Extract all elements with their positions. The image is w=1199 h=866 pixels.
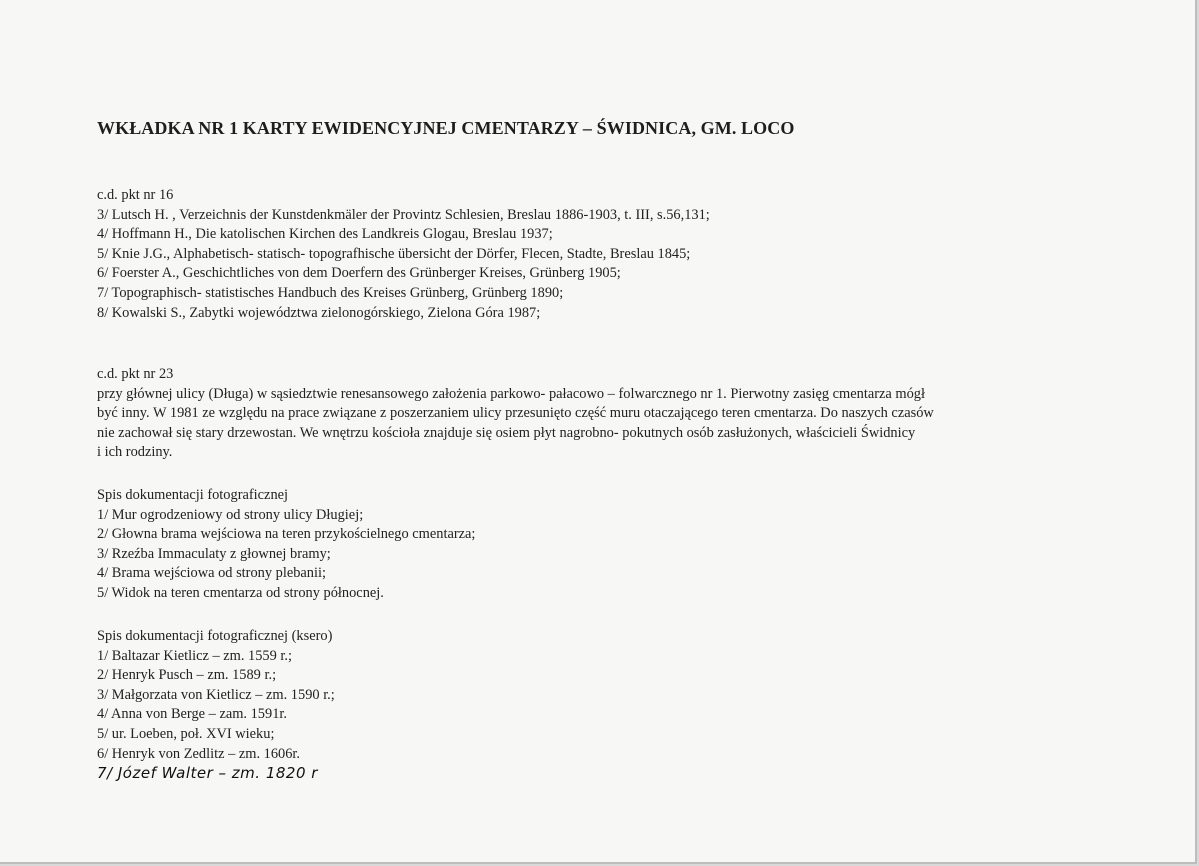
photocopy-list-section: [97, 627, 335, 784]
section-heading: c.d. pkt nr 16: [97, 187, 174, 203]
photocopy-item: 2/ Henryk Pusch – zm. 1589 r.;: [97, 667, 277, 684]
photo-item: 5/ Widok na teren cmentarza od strony północnej.: [97, 584, 384, 601]
description-section: [97, 365, 934, 463]
photocopy-item: 1/ Baltazar Kietlicz – zm. 1559 r.;: [97, 647, 293, 664]
section-heading: c.d. pkt nr 23: [97, 366, 174, 382]
bibliography-section: [97, 186, 710, 323]
bibliography-item: 8/ Kowalski S., Zabytki województwa zielonogórskiego, Zielona Góra 1987;: [97, 304, 541, 321]
photo-item: 4/ Brama wejściowa od strony plebanii;: [97, 565, 326, 582]
photocopy-item: 6/ Henryk von Zedlitz – zm. 1606r.: [97, 745, 301, 762]
photo-item: 1/ Mur ogrodzeniowy od strony ulicy Długiej;: [97, 506, 364, 523]
photo-list-section: [97, 486, 475, 604]
photocopy-item: 4/ Anna von Berge – zam. 1591r.: [97, 706, 287, 723]
bibliography-item: 3/ Lutsch H. , Verzeichnis der Kunstdenkmäler der Provintz Schlesien, Breslau 1886-1903, t. III, s.56,131;: [97, 206, 710, 223]
description-line: być inny. W 1981 ze względu na prace związane z poszerzaniem ulicy przesunięto część muru otaczającego teren cmentarza. Do naszych czasów: [97, 405, 934, 422]
description-line: przy głównej ulicy (Długa) w sąsiedztwie renesansowego założenia parkowo- pałacowo – folwarcznego nr 1. Pierwotny zasięg cmentarza mógł: [97, 385, 925, 402]
handwritten-item: 7/ Józef Walter – zm. 1820 r: [97, 764, 318, 783]
section-heading: Spis dokumentacji fotograficznej (ksero): [97, 628, 333, 644]
photo-item: 3/ Rzeźba Immaculaty z głownej bramy;: [97, 545, 331, 562]
bibliography-item: 6/ Foerster A., Geschichtliches von dem Doerfern des Grünberger Kreises, Grünberg 1905;: [97, 265, 621, 282]
photocopy-item: 5/ ur. Loeben, poł. XVI wieku;: [97, 725, 275, 742]
section-heading: Spis dokumentacji fotograficznej: [97, 487, 289, 503]
description-line: nie zachował się stary drzewostan. We wnętrzu kościoła znajduje się osiem płyt nagrobno- pokutnych osób zasłużonych, właścicieli Świdnicy: [97, 424, 916, 441]
photocopy-item: 3/ Małgorzata von Kietlicz – zm. 1590 r.;: [97, 686, 335, 703]
description-line: i ich rodziny.: [97, 444, 173, 461]
bibliography-item: 5/ Knie J.G., Alphabetisch- statisch- topografhische übersicht der Dörfer, Flecen, Stadte, Breslau 1845;: [97, 245, 691, 262]
document-title: WKŁADKA NR 1 KARTY EWIDENCYJNEJ CMENTARZY – ŚWIDNICA, GM. LOCO: [97, 118, 795, 138]
bibliography-item: 4/ Hoffmann H., Die katolischen Kirchen des Landkreis Glogau, Breslau 1937;: [97, 226, 553, 243]
bibliography-item: 7/ Topographisch- statistisches Handbuch des Kreises Grünberg, Grünberg 1890;: [97, 284, 564, 301]
photo-item: 2/ Głowna brama wejściowa na teren przykościelnego cmentarza;: [97, 526, 476, 543]
